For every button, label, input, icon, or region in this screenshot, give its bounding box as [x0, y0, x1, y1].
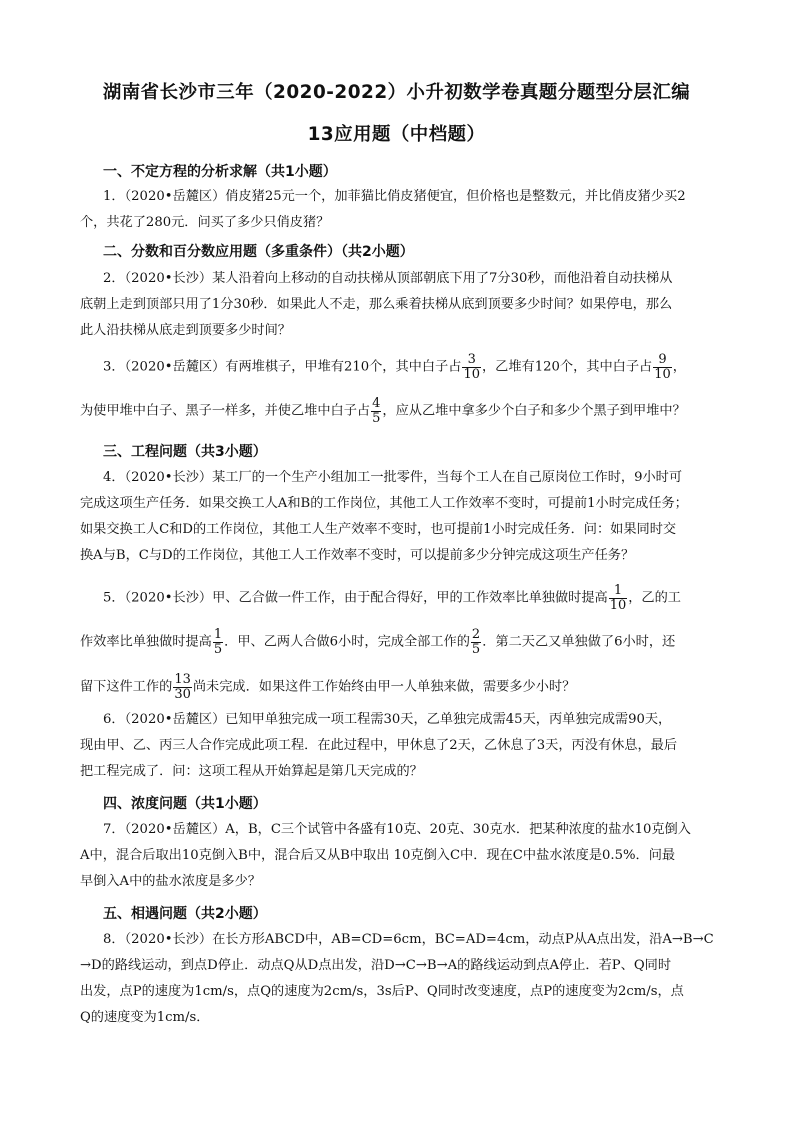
fraction-numerator: 3 — [462, 353, 481, 368]
q5-text-c: 作效率比单独做时提高 — [80, 634, 212, 650]
fraction — [653, 353, 672, 381]
fraction-numerator: 1 — [609, 584, 628, 599]
q1-line1: 1．（2020•岳麓区）俏皮猪25元一个，加菲猫比俏皮猪便宜，但价格也是整数元，并比俏皮猪少买2 — [103, 189, 686, 204]
q3-text-d: 为使甲堆中白子、黑子一样多，并使乙堆中白子占 — [80, 403, 371, 419]
document-title-line2: 13应用题（中档题） — [307, 124, 486, 145]
fraction-denominator: 5 — [372, 410, 381, 426]
q6-line2: 现由甲、乙、丙三人合作完成此项工程．在此过程中，甲休息了2天，乙休息了3天，丙没有休息，最后 — [80, 738, 678, 753]
q7-line3: 早倒入A中的盐水浓度是多少？ — [80, 874, 261, 889]
q4-line3: 如果交换工人C和D的工作岗位，其他工人生产效率不变时，也可提前1小时完成任务．问：如果同时交 — [80, 522, 677, 537]
section-heading-5: 五、相遇问题（共2小题） — [103, 906, 267, 922]
fraction-denominator: 10 — [654, 366, 671, 382]
q5-text-b: ，乙的工 — [628, 590, 681, 606]
q4-line2: 完成这项生产任务．如果交换工人A和B的工作岗位，其他工人工作效率不变时，可提前1小时完成任务； — [80, 496, 688, 511]
q6-line1: 6．（2020•岳麓区）已知甲单独完成一项工程需30天，乙单独完成需45天，丙单独完成需90天， — [103, 712, 672, 727]
q5-text-g: 留下这件工作的 — [80, 679, 173, 695]
document-title-line1: 湖南省长沙市三年（2020-2022）小升初数学卷真题分题型分层汇编 — [102, 82, 691, 103]
section-heading-4: 四、浓度问题（共1小题） — [103, 796, 267, 812]
q3-text-c: ， — [672, 359, 686, 375]
q8-line1: 8．（2020•长沙）在长方形ABCD中，AB=CD=6cm，BC=AD=4cm，动点P从A点出发，沿A→B→C — [103, 932, 714, 947]
q5-text-h: 尚未完成．如果这件工作始终由甲一人单独来做，需要多少小时？ — [192, 679, 576, 695]
fraction-denominator: 10 — [463, 366, 480, 382]
section-heading-3: 三、工程问题（共3小题） — [103, 444, 267, 460]
q3-text-e: ，应从乙堆中拿多少个白子和多少个黑子到甲堆中？ — [382, 403, 686, 419]
section-heading-2: 二、分数和百分数应用题（多重条件）（共2小题） — [103, 244, 414, 260]
q5-text-e: ．第二天乙又单独做了6小时，还 — [482, 634, 676, 650]
q8-line4: Q的速度变为1cm/s． — [80, 1010, 210, 1025]
q5-text-a: 5．（2020•长沙）甲、乙合做一件工作，由于配合得好，甲的工作效率比单独做时提高 — [103, 590, 608, 606]
q5-line1 — [103, 584, 681, 612]
q3-line1 — [103, 353, 686, 381]
fraction-numerator: 1 — [213, 627, 223, 642]
q8-line2: →D的路线运动，到点D停止．动点Q从D点出发，沿D→C→B→A的路线运动到点A停止．若P、Q同时 — [80, 958, 672, 973]
fraction-numerator: 9 — [653, 353, 672, 368]
fraction — [173, 673, 192, 701]
q4-line4: 换A与B，C与D的工作岗位，其他工人工作效率不变时，可以提前多少分钟完成这项生产任务？ — [80, 548, 635, 563]
q6-line3: 把工程完成了．问：这项工程从开始算起是第几天完成的？ — [80, 764, 423, 779]
fraction — [471, 628, 481, 656]
q5-line3 — [80, 673, 575, 701]
q4-line1: 4．（2020•长沙）某工厂的一个生产小组加工一批零件，当每个工人在自己原岗位工作时，9小时可 — [103, 470, 683, 485]
fraction — [609, 584, 628, 612]
fraction — [371, 397, 381, 425]
q5-text-d: ．甲、乙两人合做6小时，完成全部工作的 — [224, 634, 470, 650]
q3-text-a: 3．（2020•岳麓区）有两堆棋子，甲堆有210个，其中白子占 — [103, 359, 462, 375]
q3-line2 — [80, 397, 686, 425]
fraction-denominator: 5 — [471, 641, 481, 657]
q7-line2: A中，混合后取出10克倒入B中，混合后又从B中取出 10克倒入C中．现在C中盐水浓度是0.5%．问最 — [80, 848, 676, 863]
fraction-numerator: 2 — [471, 627, 481, 642]
q2-line2: 底朝上走到顶部只用了1分30秒．如果此人不走，那么乘着扶梯从底到顶要多少时间？如果停电，那么 — [80, 297, 673, 312]
q2-line3: 此人沿扶梯从底走到顶要多少时间？ — [80, 323, 291, 338]
fraction-numerator: 13 — [174, 672, 191, 687]
q7-line1: 7．（2020•岳麓区）A，B，C三个试管中各盛有10克、20克、30克水．把某种浓度的盐水10克倒入 — [103, 822, 691, 837]
q8-line3: 出发，点P的速度为1cm/s，点Q的速度为2cm/s，3s后P、Q同时改变速度，点P的速度变为2cm/s，点 — [80, 984, 684, 999]
fraction-denominator: 5 — [213, 641, 223, 657]
fraction — [462, 353, 481, 381]
fraction-denominator: 10 — [609, 597, 627, 613]
section-heading-1: 一、不定方程的分析求解（共1小题） — [103, 164, 337, 180]
q1-line2: 个，共花了280元．问买了多少只俏皮猪？ — [80, 215, 330, 230]
fraction-denominator: 30 — [174, 686, 191, 702]
fraction — [213, 628, 223, 656]
q5-line2 — [80, 628, 675, 656]
q3-text-b: ，乙堆有120个，其中白子占 — [481, 359, 653, 375]
q2-line1: 2．（2020•长沙）某人沿着向上移动的自动扶梯从顶部朝底下用了7分30秒，而他沿着自动扶梯从 — [103, 271, 673, 286]
fraction-numerator: 4 — [372, 396, 381, 411]
